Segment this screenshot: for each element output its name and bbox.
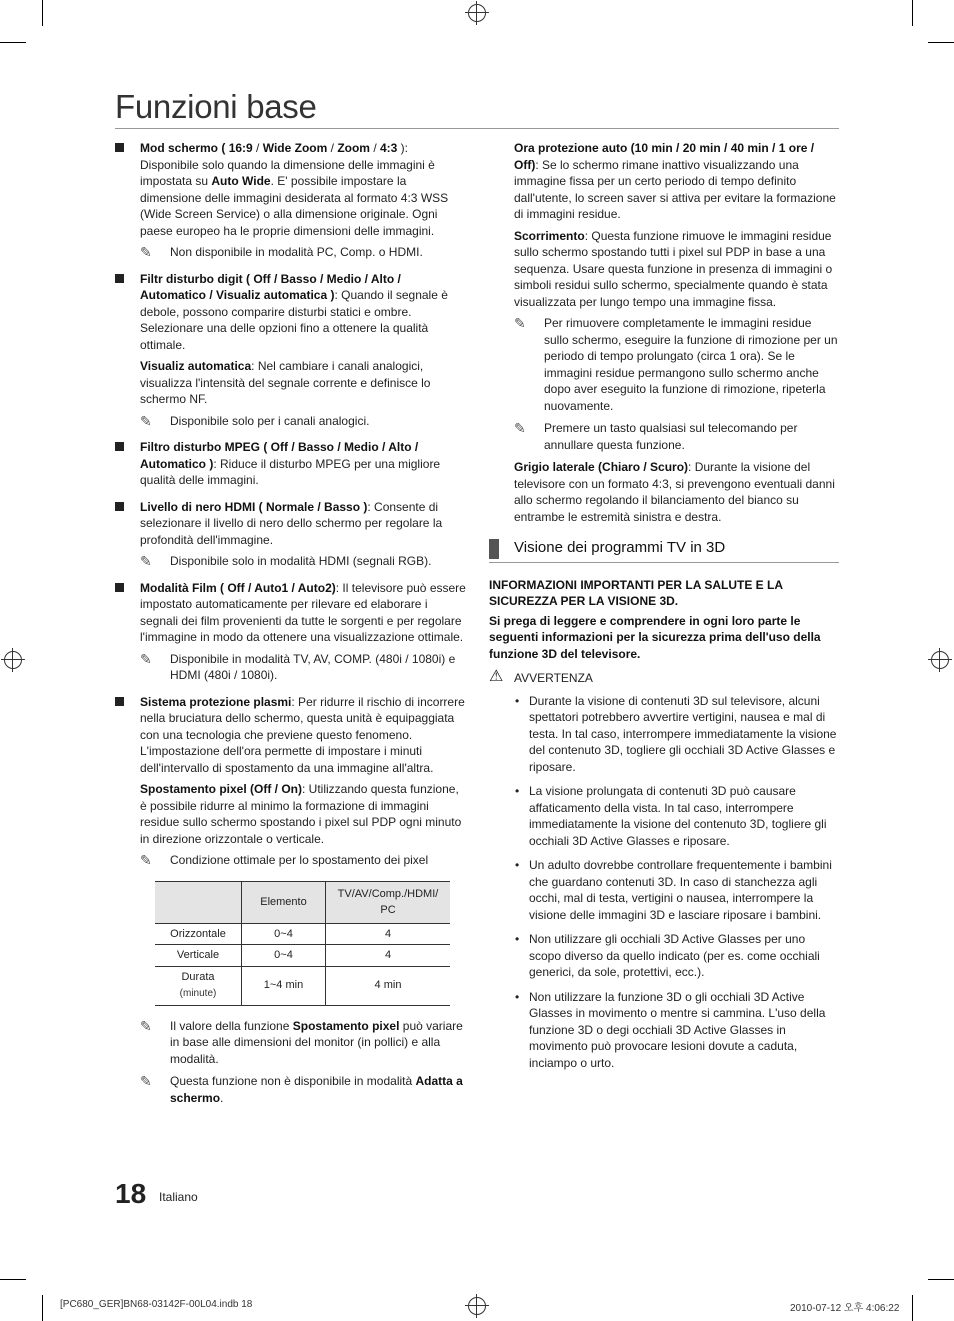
pencil-note-icon: ✎ <box>140 412 152 429</box>
table-header-row <box>155 881 450 923</box>
table-header-cell: TV/AV/Comp./HDMI/ PC <box>326 881 451 923</box>
square-bullet-icon <box>115 274 124 283</box>
filtro-mpeg-item: Filtro disturbo MPEG ( Off / Basso / Medio / Alto / Automatico ): Riduce il disturbo MPEG per una migliore qualità delle immagini. <box>115 439 467 489</box>
important-heading: INFORMAZIONI IMPORTANTI PER LA SALUTE E LA SICUREZZA PER LA VISIONE 3D. <box>489 577 783 608</box>
title-rule <box>115 128 839 129</box>
list-item: • Non utilizzare gli occhiali 3D Active Glasses per uno scopo diverso da quello indicato (per es. come occhiali generici, da sole, protettivi, ecc.). <box>515 932 820 979</box>
table-cell: 4 min <box>326 966 451 1005</box>
pencil-note-icon: ✎ <box>514 420 526 436</box>
crop-mark <box>0 1279 26 1280</box>
registration-mark-icon <box>468 1297 486 1315</box>
pencil-note-icon: ✎ <box>140 553 152 569</box>
crop-mark <box>42 0 43 26</box>
table-header-cell: Elemento <box>242 881 326 923</box>
table-row <box>155 966 450 1005</box>
note: ✎ Disponibile solo in modalità HDMI (segnali RGB). <box>140 553 432 569</box>
list-item: • Durante la visione di contenuti 3D sul televisore, alcuni spettatori potrebbero avvertire vertigini, nausea e mal di testa. In tal caso, interrompere immediatamente la visione del contenuto 3D, togliere gli occhiali 3D Active Glasses e riposare. <box>515 693 837 774</box>
registration-mark-icon <box>4 651 22 669</box>
pencil-note-icon: ✎ <box>140 1017 152 1034</box>
crop-mark <box>912 0 913 26</box>
table-cell: 1~4 min <box>242 966 326 1005</box>
square-bullet-icon <box>115 502 124 511</box>
section-heading: Visione dei programmi TV in 3D <box>489 535 839 563</box>
crop-mark <box>42 1295 43 1321</box>
table-cell: Durata (minute) <box>155 966 242 1005</box>
warning-heading: ⚠ AVVERTENZA <box>489 668 593 685</box>
left-column <box>115 140 467 1116</box>
warning-triangle-icon: ⚠ <box>489 668 504 685</box>
table-cell: Orizzontale <box>155 923 242 945</box>
pencil-note-icon: ✎ <box>140 244 152 260</box>
square-bullet-icon <box>115 583 124 592</box>
ora-protezione-block: Ora protezione auto (10 min / 20 min / 40 min / 1 ore / Off): Se lo schermo rimane inattivo visualizzando una immagine fissa per un certo periodo di tempo definito dall'utente, lo screen saver si attiva per evitare la formazione di immagini residue. Scorrimento: Questa funzione rimuove le immagini residue sullo schermo spostando tutti i pixel sul PDP in base a una sequenza. Usare questa funzione in presenza di immagini o simboli residui sullo schermo, specialmente quando è stata visualizzata per lungo tempo una immagine fissa. ✎ Per rimuovere completamente le immagini residue sullo schermo, eseguire la funzione di rimozione per un periodo di tempo prolungato (circa 1 ora). Se le immagini residue permangono sullo schermo anche dopo aver eseguito la funzione di rimozione, ripeterla nuovamente. ✎ Premere un tasto qualsiasi sul telecomando per annullare questa funzione. Grigio laterale (Chiaro / Scuro): Durante la visione del televisore con un formato 4:3, si prevengono eventuali danni allo schermo regolando il bilanciamento del bianco su entrambe le estremità sinistra e destra. <box>514 141 838 524</box>
mod-schermo-item: Mod schermo ( 16:9 / Wide Zoom / Zoom / 4:3 ): Disponibile solo quando la dimensione delle immagini è impostata su Auto Wide. E' possibile impostare la dimensione delle immagini desiderata al formato 4:3 WSS (Wide Screen Service) o alla dimensione originale. Ogni paese europeo ha le proprie dimensioni delle immagini. ✎ Non disponibile in modalità PC, Comp. o HDMI. <box>115 140 467 261</box>
print-slug-left: [PC680_GER]BN68-03142F-00L04.indb 18 <box>60 1299 253 1310</box>
crop-mark <box>928 42 954 43</box>
list-item: • Un adulto dovrebbe controllare frequentemente i bambini che guardano contenuti 3D. In caso di stanchezza agli occhi, mal di testa, vertigini o nausea, interrompere la visione delle immagini 3D e lasciare riposare i bambini. <box>515 858 832 922</box>
page-number: 18 <box>115 1178 147 1209</box>
pencil-note-icon: ✎ <box>140 852 152 868</box>
square-bullet-icon <box>115 143 124 152</box>
pencil-note-icon: ✎ <box>140 650 152 667</box>
crop-mark <box>912 1295 913 1321</box>
right-column <box>489 140 839 1079</box>
note: ✎ Premere un tasto qualsiasi sul telecomando per annullare questa funzione. <box>514 420 798 452</box>
pixel-shift-table <box>155 881 450 1006</box>
section-bar-icon <box>489 539 499 559</box>
note: ✎ Non disponibile in modalità PC, Comp. o HDMI. <box>140 244 423 260</box>
note: ✎ Disponibile in modalità TV, AV, COMP. (480i / 1080i) e HDMI (480i / 1080i). <box>140 650 456 682</box>
square-bullet-icon <box>115 442 124 451</box>
table-header-cell <box>155 881 242 923</box>
note: ✎ Questa funzione non è disponibile in modalità Adatta a schermo. <box>140 1073 463 1105</box>
note: ✎ Disponibile solo per i canali analogici. <box>140 412 370 429</box>
modalita-film-item: Modalità Film ( Off / Auto1 / Auto2): Il televisore può essere impostato automaticamente per rilevare ed elaborare i segnali dei film provenienti da tutte le sorgenti e per regolare l'immagine in modo da ottenere una visualizzazione ottimale. ✎ Disponibile in modalità TV, AV, COMP. (480i / 1080i) e HDMI (480i / 1080i). <box>115 580 467 684</box>
table-cell: 0~4 <box>242 945 326 967</box>
table-cell: 0~4 <box>242 923 326 945</box>
crop-mark <box>928 1279 954 1280</box>
page-title: Funzioni base <box>115 88 317 125</box>
list-item: • Non utilizzare la funzione 3D o gli occhiali 3D Active Glasses in movimento o mentre si cammina. L'uso della funzione 3D o degi occhiali 3D Active Glasses in movimento può provocare lesioni dovute a caduta, inciampo o urto. <box>515 989 826 1070</box>
note: ✎ Condizione ottimale per lo spostamento dei pixel <box>140 852 429 868</box>
crop-mark <box>0 42 26 43</box>
square-bullet-icon <box>115 697 124 706</box>
important-text: Si prega di leggere e comprendere in ogni loro parte le seguenti informazioni per la sicurezza prima dell'uso della funzione 3D del televisore. <box>489 613 821 661</box>
table-cell: Verticale <box>155 945 242 967</box>
page-language: Italiano <box>159 1190 198 1204</box>
registration-mark-icon <box>468 4 486 22</box>
table-cell: 4 <box>326 923 451 945</box>
pencil-note-icon: ✎ <box>514 315 526 331</box>
registration-mark-icon <box>931 651 949 669</box>
note: ✎ Il valore della funzione Spostamento pixel può variare in base alle dimensioni del monitor (in pollici) e alla modalità. <box>140 1017 463 1066</box>
table-row <box>155 923 450 945</box>
livello-nero-item: Livello di nero HDMI ( Normale / Basso ): Consente di selezionare il livello di nero dello schermo per regolare la profondità dell'immagine. ✎ Disponibile solo in modalità HDMI (segnali RGB). <box>115 499 467 570</box>
note: ✎ Per rimuovere completamente le immagini residue sullo schermo, eseguire la funzione di rimozione per un periodo di tempo prolungato (circa 1 ora). Se le immagini residue permangono sullo schermo anche dopo aver eseguito la funzione di rimozione, ripeterla nuovamente. <box>514 315 838 413</box>
sistema-protezione-item: Sistema protezione plasmi: Per ridurre il rischio di incorrere nella bruciatura dello schermo, questa unità è equipaggiata con una tecnologia che previene questo fenomeno. L'impostazione dell'ora permette di impostare i minuti dell'intervallo di spostamento da una immagine all'altra. Spostamento pixel (Off / On): Utilizzando questa funzione, è possibile ridurre al minimo la formazione di immagini residue sullo schermo spostando i pixel sul PDP ogni minuto in direzione orizzontale o verticale. ✎ Condizione ottimale per lo spostamento dei pixel Elemento TV/AV/Comp./HDMI/ PC Orizzontale 0~4 4 Verticale 0~4 4 Durata (minute) 1~4 min 4 min ✎ Il valore della funzione Spostamento pixel può variare in base alle dimensioni del monitor (in pollici) e alla modalità. ✎ Questa funzione non è disponibile in modalità Adatta a schermo. <box>115 694 467 1107</box>
filtr-disturbo-item: Filtr disturbo digit ( Off / Basso / Medio / Alto / Automatico / Visualiz automatica ): Quando il segnale è debole, possono comparire disturbi statici e ombre. Selezionare una delle opzioni fino a ottenere la qualità ottimale. Visualiz automatica: Nel cambiare i canali analogici, visualizza l'intensità del segnale corrente e definisce lo schermo NF. ✎ Disponibile solo per i canali analogici. <box>115 271 467 430</box>
table-row <box>155 945 450 967</box>
pencil-note-icon: ✎ <box>140 1073 152 1089</box>
print-slug-right: 2010-07-12 오후 4:06:22 <box>790 1303 900 1314</box>
list-item: • La visione prolungata di contenuti 3D può causare affaticamento della vista. In tal caso, interrompere immediatamente la visione del contenuto 3D, togliere gli occhiali 3D Active Glasses e riposare. <box>515 784 827 848</box>
table-cell: 4 <box>326 945 451 967</box>
